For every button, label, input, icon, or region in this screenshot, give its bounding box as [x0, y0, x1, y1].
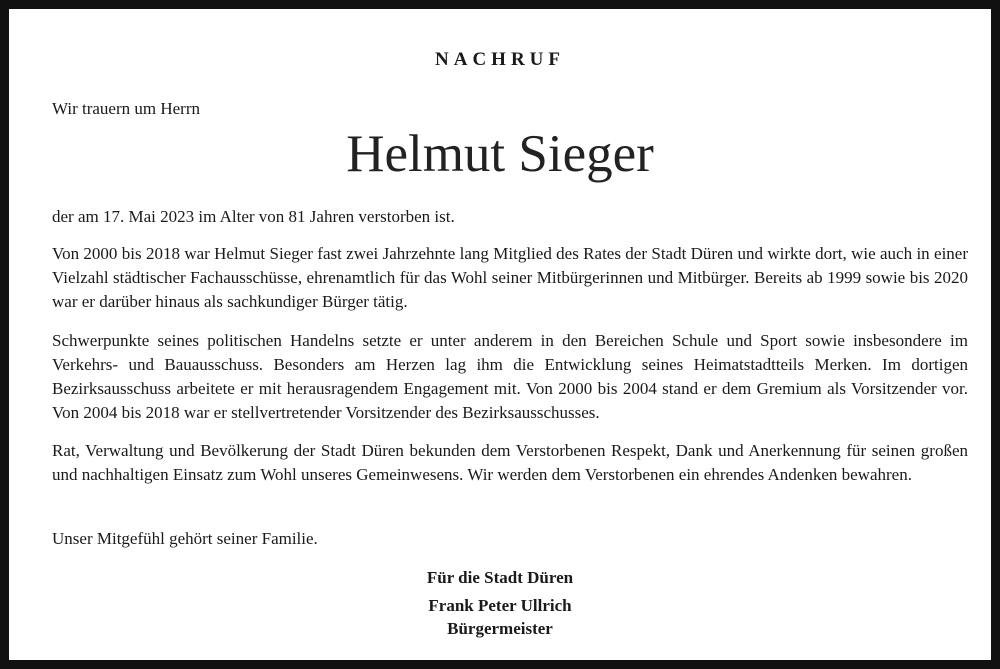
paragraph-gratitude: Rat, Verwaltung und Bevölkerung der Stadt Düren bekunden dem Verstorbenen Respekt, Dank und Anerkennung für seinen großen und nachhaltigen Einsatz zum Wohl unseres Gemeinwesens. Wir werden dem Verstorbenen ein ehrendes Andenken bewahren.	[52, 441, 968, 484]
paragraph-political-focus: Schwerpunkte seines politischen Handelns setzte er unter anderem in den Bereichen Schule und Sport sowie insbesondere im Verkehrs- und Bauausschuss. Besonders am Herzen lag ihm die Entwicklung seines Heimatstadtteils Merken. Im dortigen Bezirksausschuss arbeitete er mit herausragendem Engagement mit. Von 2000 bis 2004 stand er dem Gremium als Vorsitzender vor. Von 2004 bis 2018 war er stellvertretender Vorsitzender des Bezirksausschusses.	[52, 331, 968, 422]
signature-on-behalf: Für die Stadt Düren	[426, 568, 574, 587]
paragraph-council-membership: Von 2000 bis 2018 war Helmut Sieger fast zwei Jahrzehnte lang Mitglied des Rates der Stadt Düren und wirkte dort, wie auch in einer Vielzahl städtischer Fachausschüsse, ehrenamtlich für das Wohl seiner Mitbürgerinnen und Mitbürger. Bereits ab 1999 sowie bis 2020 war er darüber hinaus als sachkundiger Bürger tätig.	[52, 244, 968, 311]
death-line: der am 17. Mai 2023 im Alter von 81 Jahren verstorben ist.	[52, 207, 455, 226]
paragraph-condolence: Unser Mitgefühl gehört seiner Familie.	[52, 529, 318, 548]
signature-name: Frank Peter Ullrich	[428, 596, 572, 615]
intro-line: Wir trauern um Herrn	[52, 99, 201, 118]
deceased-name: Helmut Sieger	[346, 125, 654, 183]
notice-heading: NACHRUF	[435, 49, 565, 70]
signature-role: Bürgermeister	[447, 619, 553, 638]
